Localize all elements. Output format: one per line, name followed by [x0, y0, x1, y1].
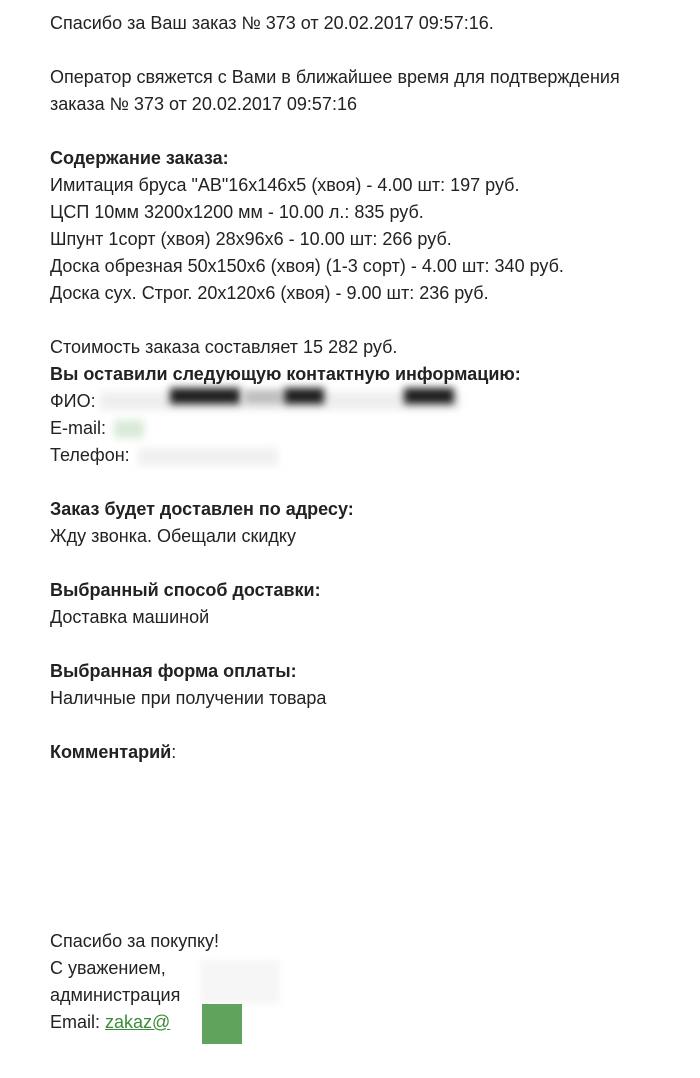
operator-line-2: заказа № 373 от 20.02.2017 09:57:16 [50, 94, 357, 114]
order-total: Стоимость заказа составляет 15 282 руб. [50, 337, 398, 357]
delivery-heading: Выбранный способ доставки: [50, 580, 321, 600]
fio-label: ФИО: [50, 391, 96, 411]
footer-regards: С уважением, [50, 958, 166, 978]
redaction-fio-dark-2 [284, 388, 324, 404]
redaction-fio-grey [244, 390, 282, 404]
redaction-footer-email-green [202, 1004, 242, 1044]
footer-admin: администрация [50, 985, 181, 1005]
contact-email [50, 415, 700, 442]
contact-heading: Вы оставили следующую контактную информацию: [50, 364, 521, 384]
footer-email [50, 1009, 700, 1036]
order-contents-heading: Содержание заказа: [50, 148, 229, 168]
redaction-phone [138, 448, 278, 466]
email-body [50, 10, 700, 766]
order-item: ЦСП 10мм 3200х1200 мм - 10.00 л.: 835 руб. [50, 202, 424, 222]
delivery-value: Доставка машиной [50, 607, 210, 627]
footer-thanks: Спасибо за покупку! [50, 931, 220, 951]
comment-line [50, 739, 700, 766]
redaction-fio-dark-1 [170, 388, 240, 404]
comment-colon: : [171, 742, 177, 762]
phone-label: Телефон: [50, 445, 130, 465]
order-item: Доска обрезная 50х150х6 (хвоя) (1-3 сорт) - 4.00 шт: 340 руб. [50, 256, 564, 276]
order-item: Имитация бруса "АВ"16х146х5 (хвоя) - 4.00 шт: 197 руб. [50, 175, 520, 195]
footer-email-link[interactable]: zakaz@ [105, 1012, 171, 1032]
redaction-footer-text [200, 960, 280, 1004]
payment-value: Наличные при получении товара [50, 688, 327, 708]
redaction-email [114, 420, 144, 438]
address-heading: Заказ будет доставлен по адресу: [50, 499, 354, 519]
payment-heading: Выбранная форма оплаты: [50, 661, 297, 681]
address-value: Жду звонка. Обещали скидку [50, 526, 296, 546]
comment-heading: Комментарий [50, 742, 172, 762]
email-label: E-mail: [50, 418, 107, 438]
order-item: Шпунт 1сорт (хвоя) 28х96х6 - 10.00 шт: 266 руб. [50, 229, 452, 249]
footer-email-label: Email: [50, 1012, 101, 1032]
email-footer [50, 928, 700, 1036]
order-thanks-line: Спасибо за Ваш заказ № 373 от 20.02.2017 09:57:16. [50, 13, 494, 33]
operator-line-1: Оператор свяжется с Вами в ближайшее время для подтверждения [50, 67, 620, 87]
redaction-fio-dark-3 [404, 388, 454, 404]
order-item: Доска сух. Строг. 20х120х6 (хвоя) - 9.00 шт: 236 руб. [50, 283, 489, 303]
